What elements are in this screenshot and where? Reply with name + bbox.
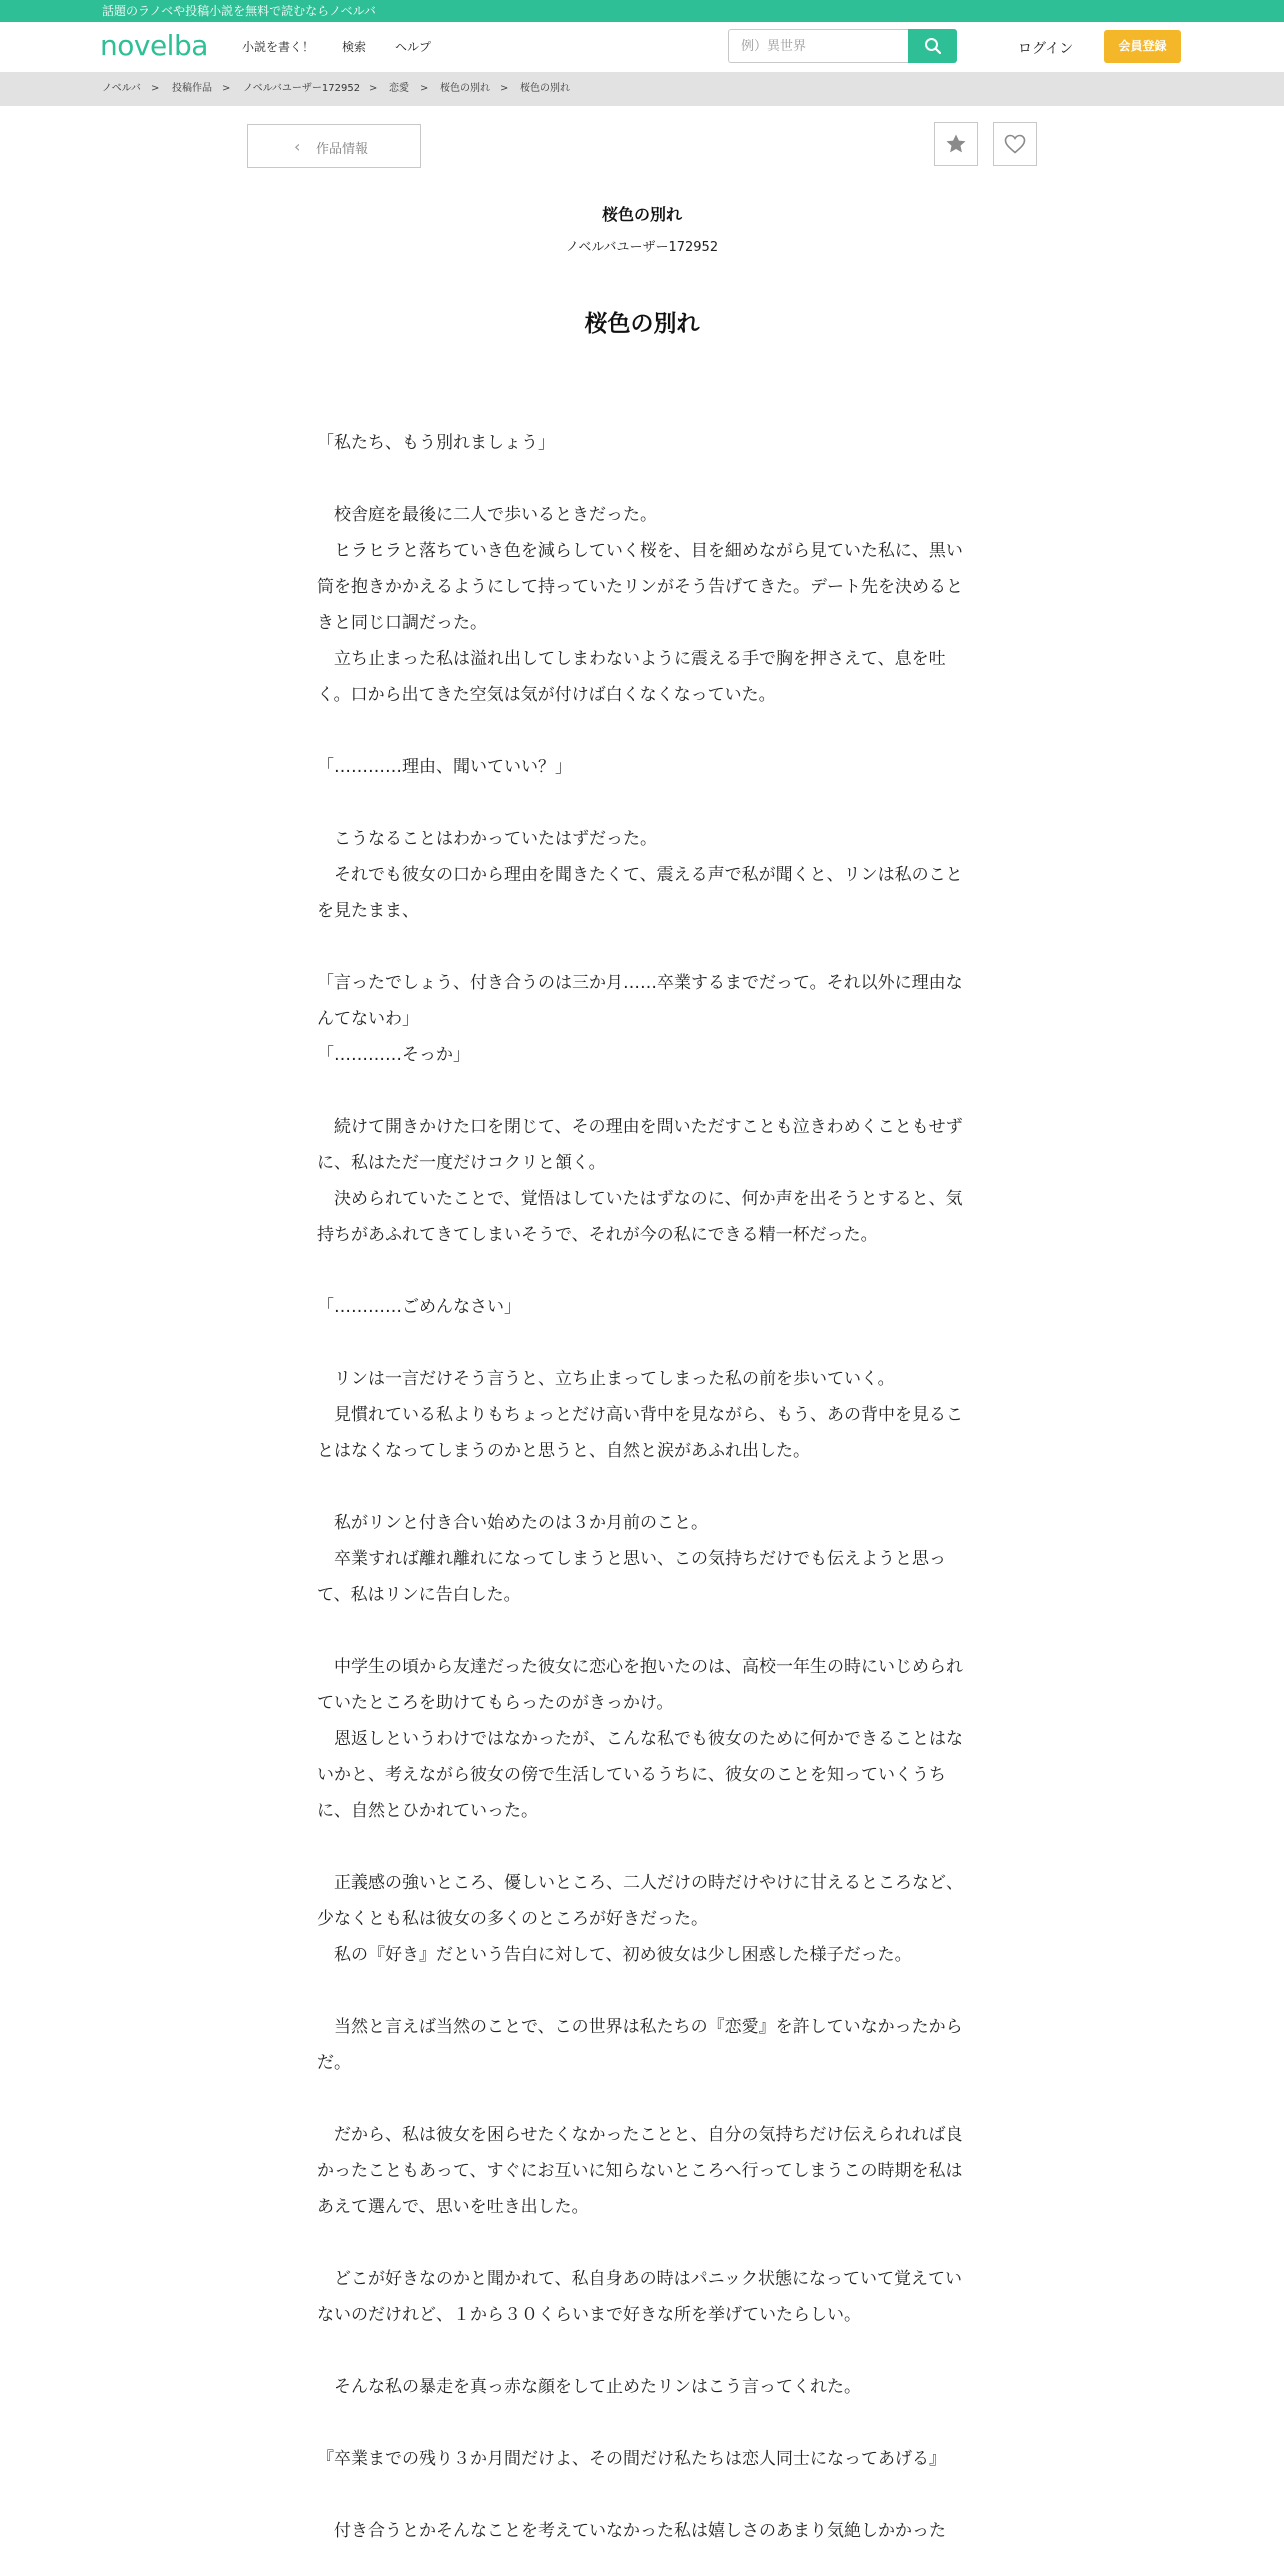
nav-write-novel[interactable]: 小説を書く！ [242, 40, 315, 54]
blank-line [317, 2081, 967, 2117]
story-paragraph: 「言ったでしょう、付き合うのは三か月……卒業するまでだって。それ以外に理由なんてないわ」 [317, 973, 963, 1029]
blank-line [317, 2225, 967, 2261]
story-paragraph: 「…………理由、聞いていい？」 [317, 757, 572, 777]
story-paragraph: ヒラヒラと落ちていき色を減らしていく桜を、目を細めながら見ていた私に、黒い筒を抱きかかえるようにして持っていたリンがそう告げてきた。デート先を決めるときと同じ口調だった。 [317, 541, 963, 633]
story-paragraph: 校舎庭を最後に二人で歩いるときだった。 [317, 505, 657, 525]
blank-line [317, 2333, 967, 2369]
breadcrumb-separator: > [222, 83, 231, 94]
story-paragraph: リンは一言だけそう言うと、立ち止まってしまった私の前を歩いていく。 [317, 1369, 895, 1389]
story-paragraph: 立ち止まった私は溢れ出してしまわないように震える手で胸を押さえて、息を吐く。口から出てきた空気は気が付けば白くなくなっていた。 [317, 649, 946, 705]
blank-line [317, 713, 967, 749]
blank-line [317, 1325, 967, 1361]
favorite-button[interactable] [993, 122, 1037, 166]
story-paragraph: 続けて開きかけた口を閉じて、その理由を問いただすことも泣きわめくこともせずに、私はただ一度だけコクリと頷く。 [317, 1117, 963, 1173]
story-paragraph: だから、私は彼女を困らせたくなかったことと、自分の気持ちだけ伝えられれば良かったこともあって、すぐにお互いに知らないところへ行ってしまうこの時期を私はあえて選んで、思いを吐き出した。 [317, 2125, 963, 2217]
breadcrumb-current: 桜色の別れ [520, 83, 570, 94]
blank-line [317, 1073, 967, 1109]
work-info-label: 作品情報 [316, 142, 369, 157]
breadcrumb-item[interactable]: 桜色の別れ [440, 83, 490, 94]
story-paragraph: 恩返しというわけではなかったが、こんな私でも彼女のために何かできることはないかと、考えながら彼女の傍で生活しているうちに、彼女のことを知っていくうちに、自然とひかれていった。 [317, 1729, 963, 1821]
breadcrumb-item[interactable]: ノベルバ [102, 83, 141, 94]
breadcrumb-item[interactable]: 投稿作品 [172, 83, 212, 94]
breadcrumb-item[interactable]: ノベルバユーザー172952 [243, 83, 361, 94]
top-banner [0, 0, 1284, 22]
story-body [317, 425, 967, 2549]
blank-line [317, 1973, 967, 2009]
blank-line [317, 2405, 967, 2441]
blank-line [317, 1829, 967, 1865]
work-info-button[interactable] [247, 124, 421, 168]
login-link[interactable]: ログイン [1018, 41, 1074, 57]
story-paragraph: 付き合うとかそんなことを考えていなかった私は嬉しさのあまり気絶しかかった [317, 2521, 946, 2541]
story-paragraph: 私がリンと付き合い始めたのは３か月前のこと。 [317, 1513, 708, 1533]
nav-search[interactable]: 検索 [342, 40, 367, 54]
blank-line [317, 1613, 967, 1649]
story-paragraph: こうなることはわかっていたはずだった。 [317, 829, 657, 849]
breadcrumb [0, 72, 1284, 106]
story-paragraph: 「…………そっか」 [317, 1045, 470, 1065]
story-paragraph: 中学生の頃から友達だった彼女に恋心を抱いたのは、高校一年生の時にいじめられていたところを助けてもらったのがきっかけ。 [317, 1657, 963, 1713]
blank-line [317, 929, 967, 965]
top-banner-text: 話題のラノベや投稿小説を無料で読むならノベルバ [102, 4, 376, 18]
author-name[interactable]: ノベルバユーザー172952 [565, 240, 719, 255]
breadcrumb-separator: > [369, 83, 378, 94]
blank-line [317, 2477, 967, 2513]
search-icon [924, 37, 942, 55]
star-icon [944, 132, 968, 156]
breadcrumb-separator: > [420, 83, 429, 94]
signup-button[interactable]: 会員登録 [1104, 30, 1181, 63]
chapter-title: 桜色の別れ [584, 311, 700, 337]
breadcrumb-separator: > [151, 83, 160, 94]
nav-help[interactable]: ヘルプ [395, 40, 432, 54]
story-paragraph: どこが好きなのかと聞かれて、私自身あの時はパニック状態になっていて覚えていないのだけれど、１から３０くらいまで好きな所を挙げていたらしい。 [317, 2269, 962, 2325]
story-paragraph: 正義感の強いところ、優しいところ、二人だけの時だけやけに甘えるところなど、少なくとも私は彼女の多くのところが好きだった。 [317, 1873, 963, 1929]
story-paragraph: 見慣れている私よりもちょっとだけ高い背中を見ながら、もう、あの背中を見ることはなくなってしまうのかと思うと、自然と涙があふれ出した。 [317, 1405, 963, 1461]
heart-icon [1003, 132, 1027, 156]
blank-line [317, 461, 967, 497]
bookmark-button[interactable] [934, 122, 978, 166]
story-paragraph: そんな私の暴走を真っ赤な顔をして止めたリンはこう言ってくれた。 [317, 2377, 861, 2397]
breadcrumb-item[interactable]: 恋愛 [389, 83, 409, 94]
search-input[interactable] [728, 29, 908, 63]
breadcrumb-separator: > [500, 83, 509, 94]
blank-line [317, 1469, 967, 1505]
story-paragraph: 「…………ごめんなさい」 [317, 1297, 521, 1317]
story-paragraph: 『卒業までの残り３か月間だけよ、その間だけ私たちは恋人同士になってあげる』 [317, 2449, 946, 2469]
story-paragraph: 決められていたことで、覚悟はしていたはずなのに、何か声を出そうとすると、気持ちがあふれてきてしまいそうで、それが今の私にできる精一杯だった。 [317, 1189, 963, 1245]
story-paragraph: 卒業すれば離れ離れになってしまうと思い、この気持ちだけでも伝えようと思って、私はリンに告白した。 [317, 1549, 946, 1605]
blank-line [317, 1253, 967, 1289]
story-paragraph: 当然と言えば当然のことで、この世界は私たちの『恋愛』を許していなかったからだ。 [317, 2017, 963, 2073]
search-button[interactable] [908, 29, 957, 63]
chevron-left-icon: ‹ [294, 137, 301, 156]
blank-line [317, 785, 967, 821]
story-paragraph: それでも彼女の口から理由を聞きたくて、震える声で私が聞くと、リンは私のことを見たまま、 [317, 865, 963, 921]
site-header [0, 22, 1284, 72]
work-title[interactable]: 桜色の別れ [601, 205, 682, 224]
story-paragraph: 私の『好き』だという告白に対して、初め彼女は少し困惑した様子だった。 [317, 1945, 912, 1965]
story-paragraph: 「私たち、もう別れましょう」 [317, 433, 555, 453]
site-logo[interactable]: novelba [100, 29, 208, 62]
